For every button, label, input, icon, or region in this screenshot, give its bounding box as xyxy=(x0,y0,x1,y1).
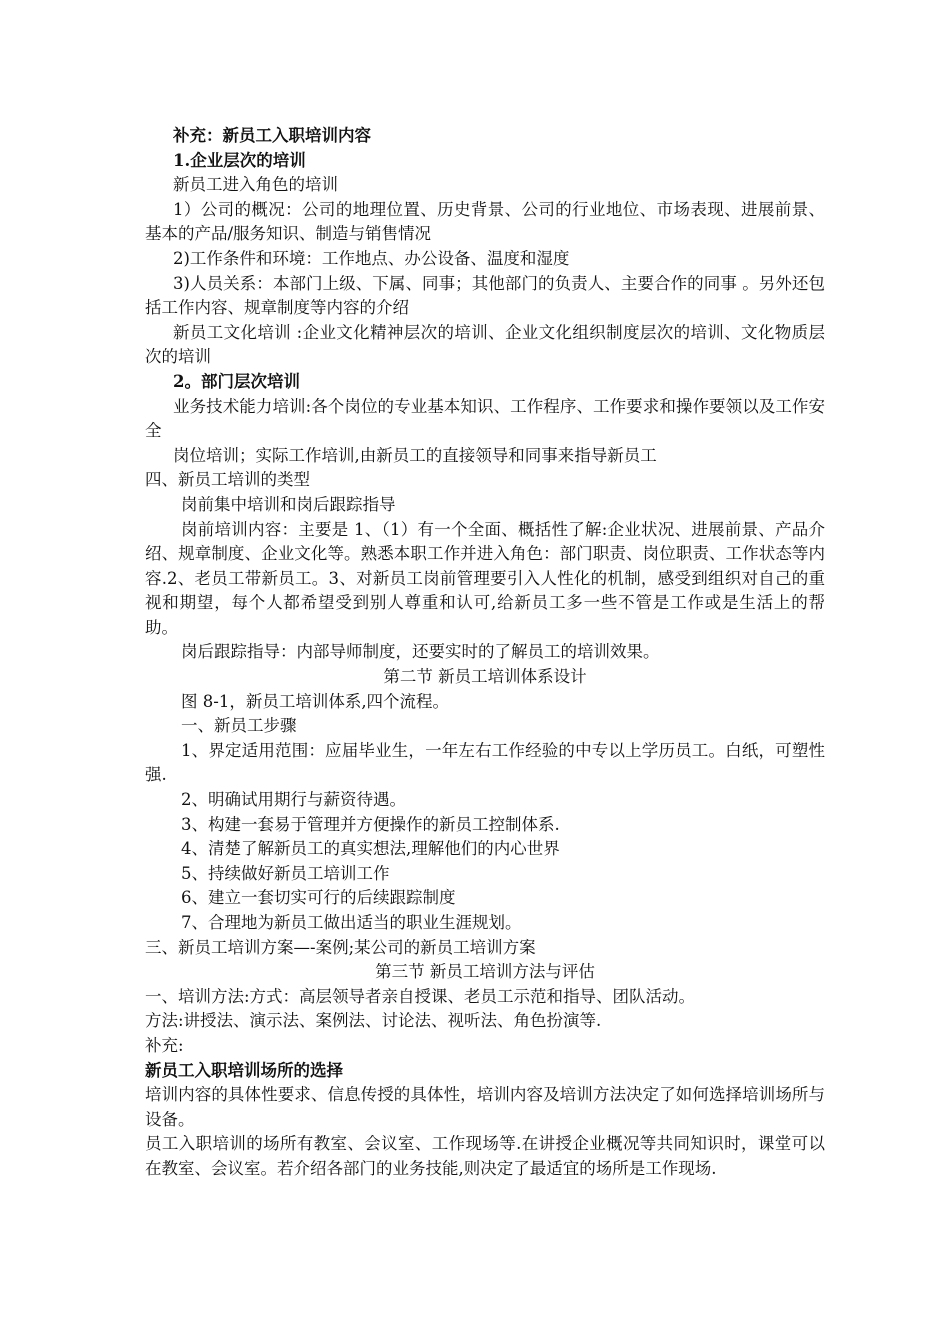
list-item: 5、持续做好新员工培训工作 xyxy=(181,863,390,883)
section-heading-training-types: 四、新员工培训的类型 xyxy=(145,470,310,490)
paragraph: 培训内容的具体性要求、信息传授的具体性，培训内容及培训方法决定了如何选择培训场所与设备。 xyxy=(145,1085,825,1129)
paragraph: 新员工进入角色的培训 xyxy=(173,175,338,195)
paragraph: 方法:讲授法、演示法、案例法、讨论法、视听法、角色扮演等. xyxy=(145,1011,602,1031)
list-item: 4、清楚了解新员工的真实想法,理解他们的内心世界 xyxy=(181,839,560,859)
paragraph: 岗位培训；实际工作培训,由新员工的直接领导和同事来指导新员工 xyxy=(173,445,657,465)
section-heading-training-plan: 三、新员工培训方案—-案例;某公司的新员工培训方案 xyxy=(145,937,536,957)
paragraph: 一、新员工步骤 xyxy=(181,716,297,736)
paragraph: 新员工文化培训 :企业文化精神层次的培训、企业文化组织制度层次的培训、文化物质层次的培训 xyxy=(145,322,825,367)
section-heading-enterprise-training: 1.企业层次的培训 xyxy=(173,150,306,170)
chapter-section-title: 第三节 新员工培训方法与评估 xyxy=(375,962,595,982)
paragraph: 员工入职培训的场所有教室、会议室、工作现场等.在讲授企业概况等共同知识时，课堂可以在教室、会议室。若介绍各部门的业务技能,则决定了最适宜的场所是工作现场. xyxy=(145,1134,825,1178)
paragraph: 2)工作条件和环境：工作地点、办公设备、温度和湿度 xyxy=(173,248,570,268)
paragraph: 补充: xyxy=(145,1035,184,1055)
paragraph: 一、培训方法:方式：高层领导者亲自授课、老员工示范和指导、团队活动。 xyxy=(145,986,696,1006)
paragraph: 3)人员关系：本部门上级、下属、同事；其他部门的负责人、主要合作的同事 。另外还包括工作内容、规章制度等内容的介绍 xyxy=(145,273,825,318)
bold-heading-venue-selection: 新员工入职培训场所的选择 xyxy=(145,1060,343,1080)
list-item: 3、构建一套易于管理并方便操作的新员工控制体系. xyxy=(181,814,560,834)
section-heading-department-training: 2。部门层次培训 xyxy=(173,371,300,391)
paragraph: 岗前培训内容：主要是 1、（1）有一个全面、概括性了解:企业状况、进展前景、产品介绍、规章制度、企业文化等。熟悉本职工作并进入角色：部门职责、岗位职责、工作状态等内容.2、老员工带新员工。3、对新员工岗前管理要引入人性化的机制，感受到组织对自己的重视和期望，每个人都希望受到别人尊重和认可,给新员工多一些不管是工作或是生活上的帮助。 xyxy=(145,519,825,637)
document-body xyxy=(145,124,825,1182)
list-item: 1、界定适用范围：应届毕业生，一年左右工作经验的中专以上学历员工。白纸，可塑性强. xyxy=(145,740,825,785)
paragraph: 业务技术能力培训:各个岗位的专业基本知识、工作程序、工作要求和操作要领以及工作安全 xyxy=(145,396,825,441)
list-item: 7、合理地为新员工做出适当的职业生涯规划。 xyxy=(181,913,522,932)
list-item: 6、建立一套切实可行的后续跟踪制度 xyxy=(181,888,456,908)
paragraph: 1）公司的概况：公司的地理位置、历史背景、公司的行业地位、市场表现、进展前景、基本的产品/服务知识、制造与销售情况 xyxy=(145,199,825,244)
paragraph: 图 8-1，新员工培训体系,四个流程。 xyxy=(181,691,450,711)
chapter-section-title: 第二节 新员工培训体系设计 xyxy=(383,667,587,687)
list-item: 2、明确试用期行与薪资待遇。 xyxy=(181,790,406,810)
paragraph: 岗后跟踪指导：内部导师制度，还要实时的了解员工的培训效果。 xyxy=(181,642,660,662)
paragraph: 岗前集中培训和岗后跟踪指导 xyxy=(181,494,396,514)
supplement-heading: 补充：新员工入职培训内容 xyxy=(173,126,371,145)
